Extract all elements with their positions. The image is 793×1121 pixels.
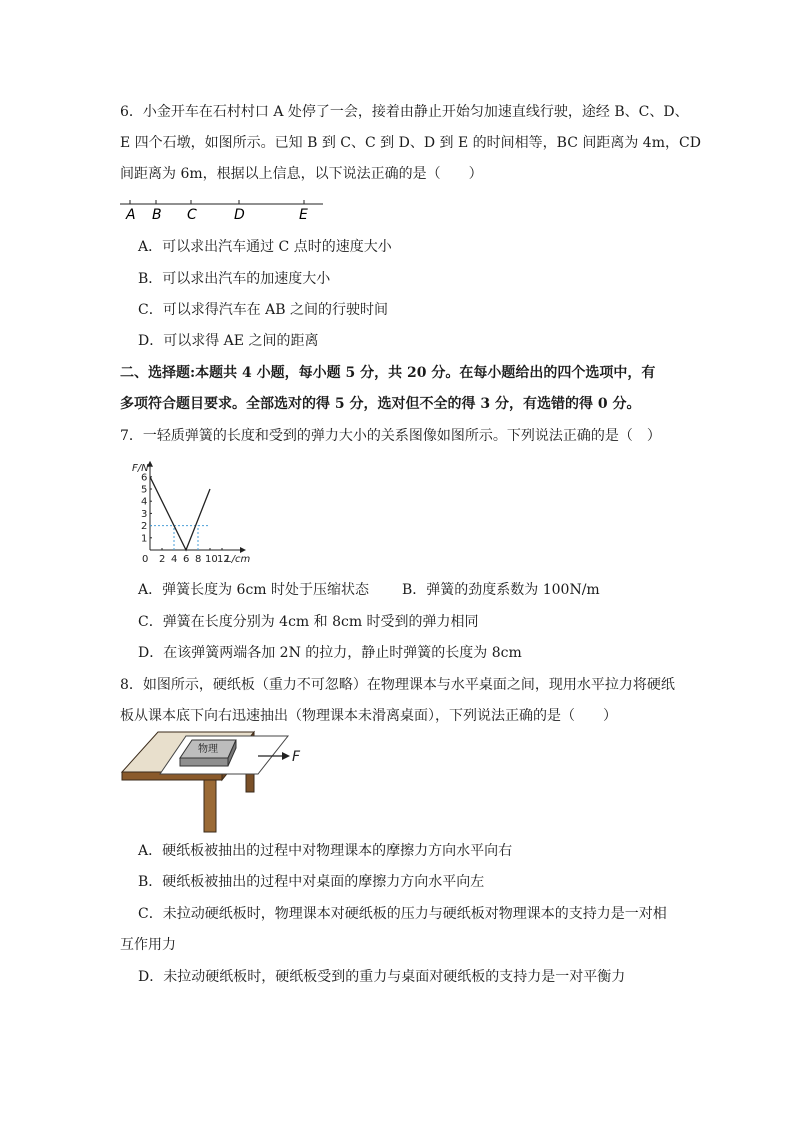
y-tick-label: 4 bbox=[141, 496, 148, 508]
x-tick-label: 0 bbox=[142, 554, 149, 565]
section2-line-2: 多项符合题目要求。全部选对的得 5 分，选对但不全的得 3 分，有选错的得 0 分。 bbox=[120, 396, 641, 412]
force-length-line bbox=[150, 477, 210, 550]
q6-road-figure bbox=[118, 196, 338, 224]
q6-stem-line-1: 6．小金开车在石村村口 A 处停了一会，接着由静止开始匀加速直线行驶，途经 B、C、D、 bbox=[120, 104, 689, 120]
q7-option-d: D．在该弹簧两端各加 2N 的拉力，静止时弹簧的长度为 8cm bbox=[138, 645, 522, 661]
q6-stem-line-2: E 四个石墩，如图所示。已知 B 到 C、C 到 D、D 到 E 的时间相等，BC 间距离为 4m，CD bbox=[120, 135, 701, 151]
q7-stem: 7．一轻质弹簧的长度和受到的弹力大小的关系图像如图所示。下列说法正确的是（ ） bbox=[120, 428, 661, 444]
q6-option-a: A．可以求出汽车通过 C 点时的速度大小 bbox=[138, 239, 392, 255]
q8-option-b: B．硬纸板被抽出的过程中对桌面的摩擦力方向水平向左 bbox=[138, 874, 485, 890]
x-axis-arrow bbox=[240, 547, 246, 553]
label-a: A bbox=[126, 207, 136, 223]
y-tick-label: 2 bbox=[141, 521, 148, 533]
x-axis-label: L/cm bbox=[226, 554, 251, 565]
label-d: D bbox=[234, 207, 245, 223]
y-tick-label: 6 bbox=[141, 472, 148, 484]
q6-option-d: D．可以求得 AE 之间的距离 bbox=[138, 333, 319, 349]
q8-option-c-continued: 互作用力 bbox=[120, 937, 176, 953]
x-tick-label: 2 bbox=[159, 554, 166, 565]
q7-option-c: C．弹簧在长度分别为 4cm 和 8cm 时受到的弹力相同 bbox=[138, 614, 479, 630]
q6-option-c: C．可以求得汽车在 AB 之间的行驶时间 bbox=[138, 302, 389, 318]
q8-option-d: D．未拉动硬纸板时，硬纸板受到的重力与桌面对硬纸板的支持力是一对平衡力 bbox=[138, 969, 626, 985]
q8-option-a: A．硬纸板被抽出的过程中对物理课本的摩擦力方向水平向右 bbox=[138, 843, 513, 859]
y-tick-label: 1 bbox=[141, 533, 148, 545]
q8-option-c: C．未拉动硬纸板时，物理课本对硬纸板的压力与硬纸板对物理课本的支持力是一对相 bbox=[138, 906, 667, 922]
x-tick-label: 10 bbox=[205, 554, 218, 565]
q8-stem-line-1: 8．如图所示，硬纸板（重力不可忽略）在物理课本与水平桌面之间，现用水平拉力将硬纸 bbox=[120, 677, 675, 693]
x-tick-label: 12 bbox=[217, 554, 230, 565]
label-b: B bbox=[152, 207, 162, 223]
section2-line-1: 二、选择题:本题共 4 小题，每小题 5 分，共 20 分。在每小题给出的四个选项中，有 bbox=[120, 365, 656, 381]
x-tick-label: 6 bbox=[183, 554, 190, 565]
x-tick-label: 4 bbox=[171, 554, 178, 565]
y-tick-label: 5 bbox=[141, 484, 148, 496]
q8-stem-line-2: 板从课本底下向右迅速抽出（物理课本未滑离桌面），下列说法正确的是（ ） bbox=[120, 708, 617, 724]
book-label: 物理 bbox=[198, 744, 218, 755]
table-leg-front bbox=[204, 780, 216, 832]
force-arrow-head bbox=[282, 752, 290, 760]
label-c: C bbox=[187, 207, 197, 223]
q6-stem-line-3: 间距离为 6m，根据以上信息，以下说法正确的是（ ） bbox=[120, 166, 483, 182]
label-e: E bbox=[299, 207, 308, 223]
y-tick-label: 3 bbox=[141, 508, 148, 520]
y-axis-label: F/N bbox=[132, 462, 149, 474]
q7-spring-chart bbox=[122, 454, 272, 568]
q7-option-b: B．弹簧的劲度系数为 100N/m bbox=[402, 582, 600, 598]
q8-table-figure bbox=[120, 728, 305, 834]
physics-book-front bbox=[180, 758, 228, 766]
q6-option-b: B．可以求出汽车的加速度大小 bbox=[138, 271, 331, 287]
x-tick-label: 8 bbox=[195, 554, 202, 565]
q7-option-a: A．弹簧长度为 6cm 时处于压缩状态 bbox=[138, 582, 370, 598]
force-label: F bbox=[292, 749, 301, 765]
